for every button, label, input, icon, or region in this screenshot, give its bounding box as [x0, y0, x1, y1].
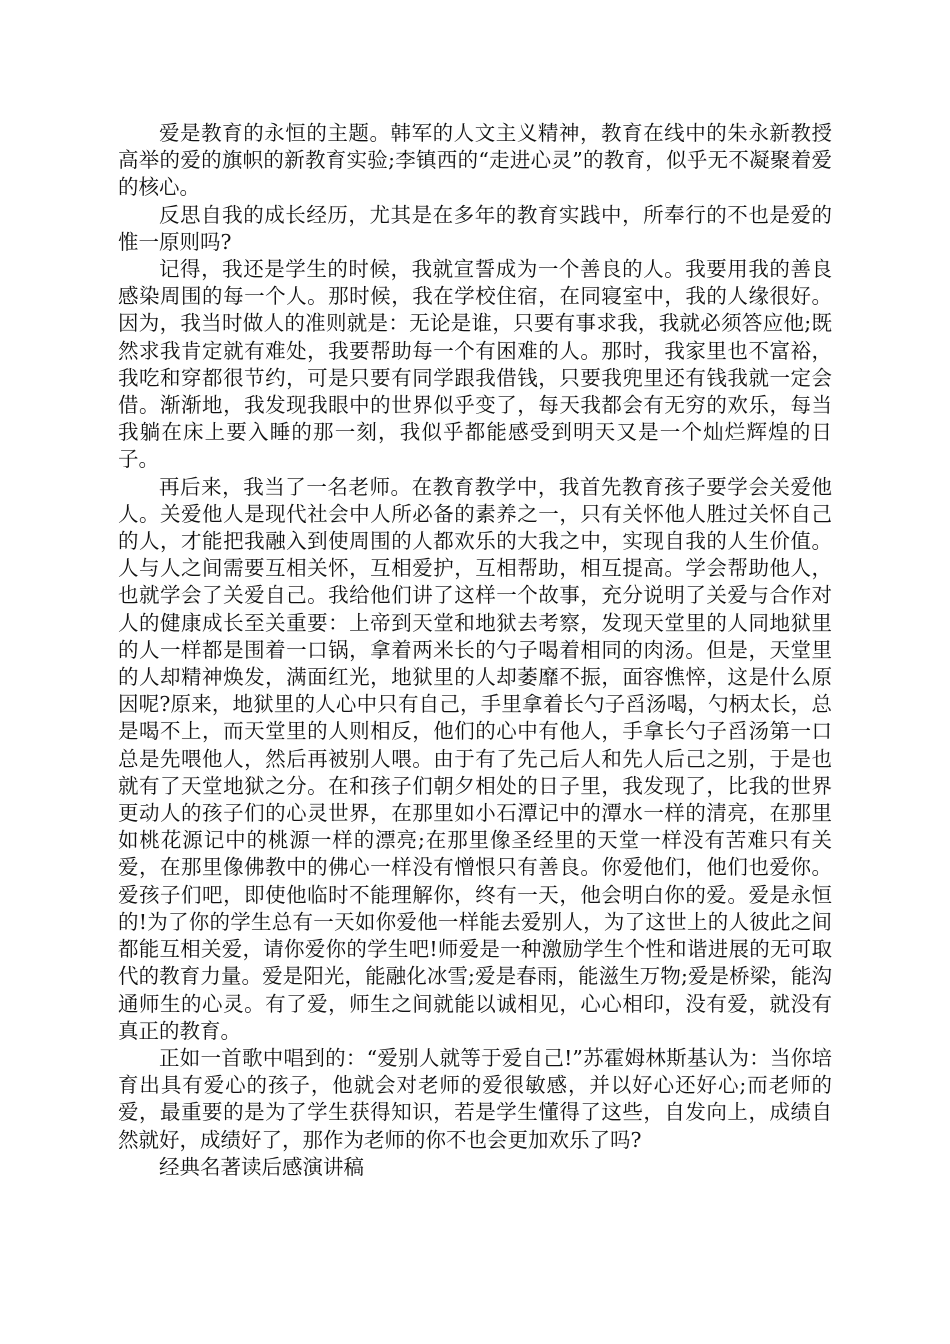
paragraph-1: 爱是教育的永恒的主题。韩军的人文主义精神，教育在线中的朱永新教授高举的爱的旗帜的新教育实验;李镇西的“走进心灵”的教育，似乎无不凝聚着爱的核心。 — [118, 121, 832, 200]
closing-title: 经典名著读后感演讲稿 — [159, 1154, 364, 1179]
paragraph-4: 再后来，我当了一名老师。在教育教学中，我首先教育孩子要学会关爱他人。关爱他人是现代社会中人所必备的素养之一，只有关怀他人胜过关怀自己的人，才能把我融入到使周围的人都欢乐的大我之中，实现自我的人生价值。人与人之间需要互相关怀，互相爱护，互相帮助，相互提高。学会帮助他人，也就学会了关爱自己。我给他们讲了这样一个故事，充分说明了关爱与合作对人的健康成长至关重要：上帝到天堂和地狱去考察，发现天堂里的人同地狱里的人一样都是围着一口锅，拿着两米长的勺子喝着相同的肉汤。但是，天堂里的人却精神焕发，满面红光，地狱里的人却萎靡不振，面容憔悴，这是什么原因呢?原来，地狱里的人心中只有自己，手里拿着长勺子舀汤喝，勺柄太长，总是喝不上，而天堂里的人则相反，他们的心中有他人，手拿长勺子舀汤第一口总是先喂他人，然后再被别人喂。由于有了先己后人和先人后己之别，于是也就有了天堂地狱之分。在和孩子们朝夕相处的日子里，我发现了，比我的世界更动人的孩子们的心灵世界，在那里如小石潭记中的潭水一样的清亮，在那里如桃花源记中的桃源一样的漂亮;在那里像圣经里的天堂一样没有苦难只有关爱，在那里像佛教中的佛心一样没有憎恨只有善良。你爱他们，他们也爱你。爱孩子们吧，即使他临时不能理解你，终有一天，他会明白你的爱。爱是永恒的!为了你的学生总有一天如你爱他一样能去爱别人，为了这世上的人彼此之间都能互相关爱，请你爱你的学生吧!师爱是一种激励学生个性和谐进展的无可取代的教育力量。爱是阳光，能融化冰雪;爱是春雨，能滋生万物;爱是桥梁，能沟通师生的心灵。有了爱，师生之间就能以诚相见，心心相印，没有爱，就没有真正的教育。 — [118, 474, 832, 1043]
document-page — [118, 120, 832, 1181]
paragraph-5: 正如一首歌中唱到的：“爱别人就等于爱自己!”苏霍姆林斯基认为：当你培育出具有爱心的孩子，他就会对老师的爱很敏感，并以好心还好心;而老师的爱，最重要的是为了学生获得知识，若是学生懂得了这些，自发向上，成绩自然就好，成绩好了，那作为老师的你不也会更加欢乐了吗? — [118, 1045, 832, 1152]
paragraph-3: 记得，我还是学生的时候，我就宣誓成为一个善良的人。我要用我的善良感染周围的每一个人。那时候，我在学校住宿，在同寝室中，我的人缘很好。因为，我当时做人的准则就是：无论是谁，只要有事求我，我就必须答应他;既然求我肯定就有难处，我要帮助每一个有困难的人。那时，我家里也不富裕，我吃和穿都很节约，可是只要有同学跟我借钱，只要我兜里还有钱我就一定会借。渐渐地，我发现我眼中的世界似乎变了，每天我都会有无穷的欢乐，每当我躺在床上要入睡的那一刻，我似乎都能感受到明天又是一个灿烂辉煌的日子。 — [118, 257, 832, 472]
paragraph-2: 反思自我的成长经历，尤其是在多年的教育实践中，所奉行的不也是爱的惟一原则吗? — [118, 202, 832, 254]
